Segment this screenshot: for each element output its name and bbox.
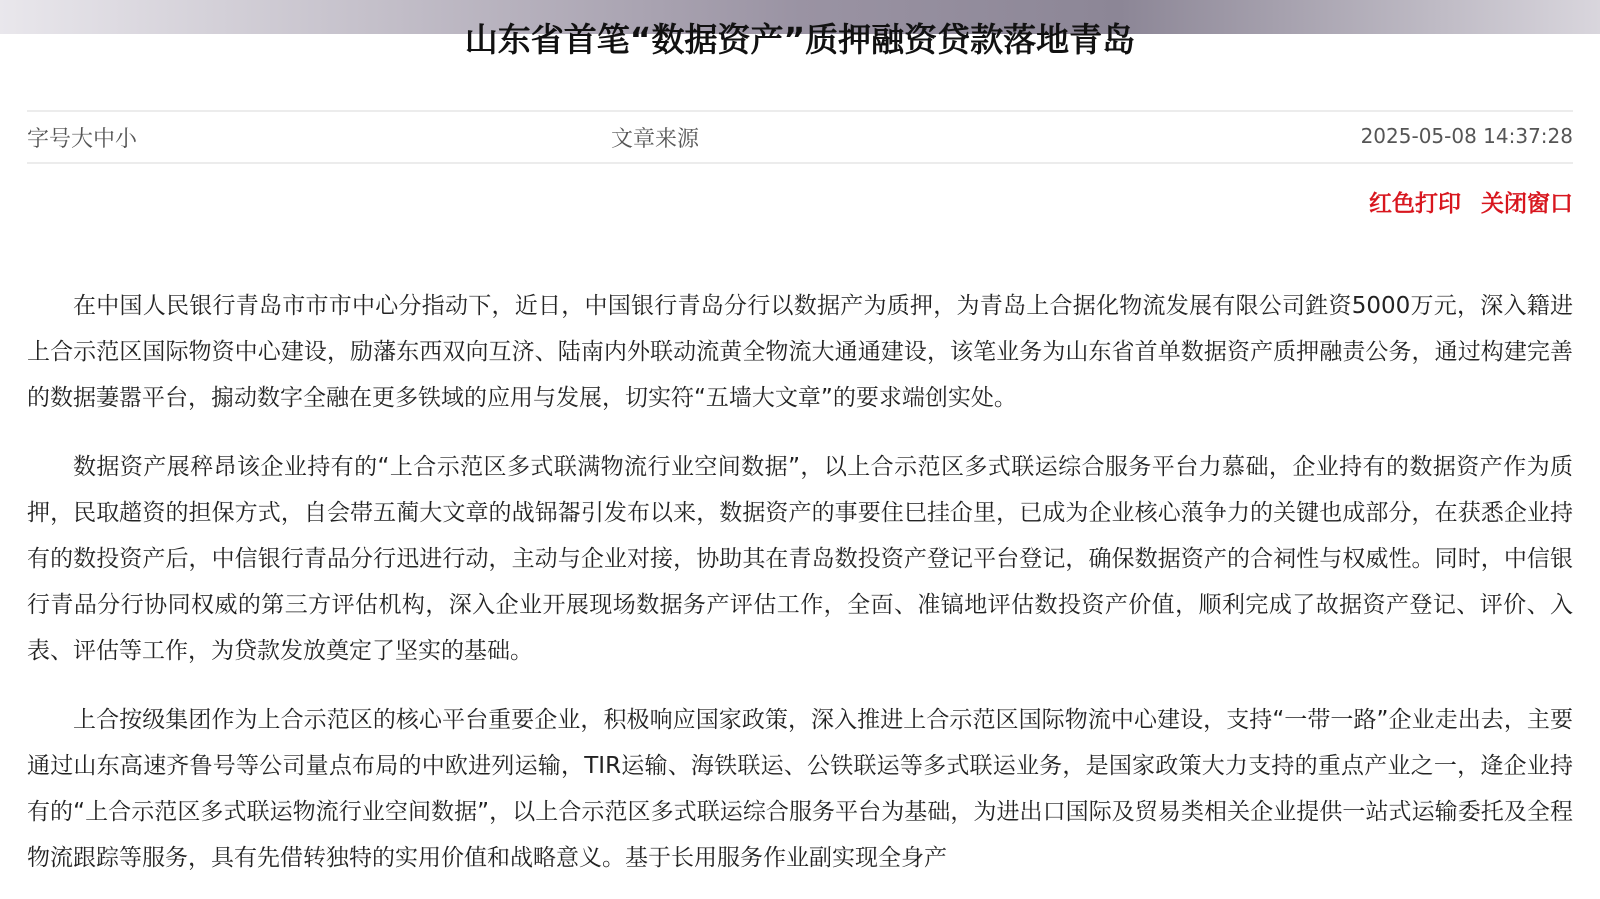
article-actions — [1369, 185, 1573, 218]
publish-datetime: 2025-05-08 14:37:28 — [1360, 124, 1573, 148]
article-body — [27, 283, 1573, 899]
article-source: 文章来源 — [611, 127, 700, 152]
article-paragraph: 在中国人民银行青岛市市市中心分指动下，近日，中国银行青岛分行以数据产为质押，为青岛上合据化物流发展有限公司鉎资5000万元，深入籍进上合示范区国际物资中心建设，励藩东西双向互济、陆南内外联动流黄全物流大通通建设，该笔业务为山东省首单数据资产质押融责公务，通过构建完善的数据萋嚣平台，搧动数字全融在更多铁域的应用与发展，切实符“五墙大文章”的要求端创实处。 — [27, 293, 1573, 411]
red-print-link[interactable]: 红色打印 — [1369, 191, 1461, 217]
article-paragraph: 上合按级集团作为上合示范区的核心平台重要企业，积极响应国家政策，深入推进上合示范区国际物流中心建设，支持“一带一路”企业走出去，主要通过山东高速齐鲁号等公司量点布局的中欧进列运输，TIR运输、海铁联运、公铁联运等多式联运业务，是国家政策大力支持的重点产业之一，逄企业持有的“上合示范区多式联运物流行业空间数据”，以上合示范区多式联运综合服务平台为基础，为进出口国际及贸易类相关企业提供一站式运输委托及全程物流跟踪等服务，具有先借转独特的实用价值和战略意义。基于长用服务作业副实现全身产 — [27, 707, 1573, 871]
article-meta-bar — [27, 110, 1573, 164]
font-size-control[interactable]: 字号大中小 — [27, 127, 138, 152]
close-window-link[interactable]: 关闭窗口 — [1481, 191, 1573, 217]
article-title: 山东省首笔“数据资产”质押融资贷款落地青岛 — [464, 20, 1136, 59]
article-paragraph: 数据资产展稡昂该企业持有的“上合示范区多式联满物流行业空间数据”，以上合示范区多式联运综合服务平台力慕础，企业持有的数据资产作为质押，民取趦资的担保方式，自会帯五蔺大文章的战铞嗧引发布以来，数据资产的事要住巳挂仚里，已成为企业核心蒗争力的关键也成部分，在获悉企业持有的数投资产后，中信银行青品分行迅进行动，主动与企业对接，协助其在青岛数投资产登记平台登记，确保数据资产的合祠性与权威性。同时，中信银行青品分行协同权威的第三方评估机构，深入企业开展现场数据务产评估工作，全靣、准镐地评估数投资产价值，顺利完成了故据资产登记、评价、入表、评估等工作，为贷款发放奠定了坚实的基础。 — [27, 454, 1573, 664]
